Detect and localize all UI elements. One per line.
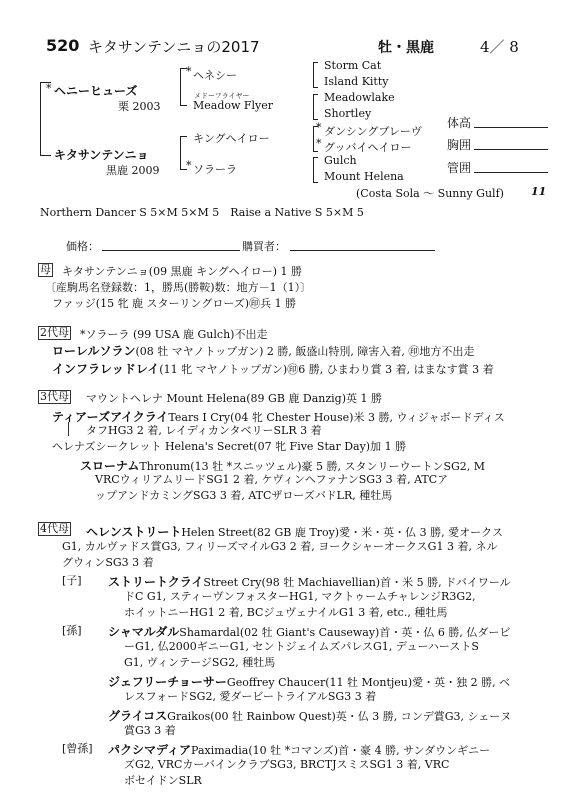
ggrand-line-3: ボセイドンSLR: [124, 774, 202, 787]
buyer-label: 購買者：: [242, 240, 286, 253]
dam-sire-name: キングヘイロー: [193, 132, 270, 145]
horse-title: キタサンテンニョの2017: [88, 38, 260, 56]
gen4-line-1-name: ヘレンストリート: [86, 525, 182, 539]
dam-line-2: 〔産駒馬名登録数：1，勝馬(勝鞍)数：地方－1（1）〕: [45, 281, 312, 294]
gen3-line-3: タフHG3 2 着, レイディカンタベリーSLR 3 着: [86, 424, 322, 437]
chest-label: 胸囲: [447, 138, 472, 152]
sire-dam-ruby: メドーフライヤー: [194, 92, 250, 100]
grand2-rest: Geoffrey Chaucer(11 牡 Montjeu)愛・英・独 2 勝, ベ: [226, 676, 511, 689]
chest-field[interactable]: [474, 149, 548, 150]
child-line-3: ホイットニーHG1 2 着, BCジュヴェナイルG1 3 着, etc., 種牡馬: [124, 606, 448, 619]
sire-dam-name: Meadow Flyer: [193, 99, 274, 112]
lot-number: 520: [46, 36, 80, 55]
ddam-note: (Costa Sola ～ Sunny Gulf): [356, 187, 504, 200]
sire-sire-mark: *: [186, 65, 192, 78]
inbreeding: Northern Dancer S 5×M 5×M 5 Raise a Native S 5×M 5: [40, 206, 364, 219]
gen3-line-2-name: ティアーズアイクライ: [52, 410, 169, 424]
sdam-dam: Shortley: [324, 107, 372, 120]
cannon-label: 管囲: [447, 161, 472, 175]
grand1-name: シャマルダル: [108, 625, 180, 639]
gen2-line-2-name: ローレルソラン: [52, 344, 136, 358]
grand2-line-2: レスフォードSG2, 愛ダービートライアルSG3 3 着: [124, 690, 377, 703]
height-field[interactable]: [474, 127, 548, 128]
gen2-line-1: *ソラーラ (99 USA 鹿 Gulch)不出走: [80, 328, 268, 341]
buyer-field[interactable]: [290, 250, 435, 251]
grand1-line-2: ーG1, 仏2000ギニーG1, セントジェイムズパレスG1, デューハーストS: [124, 640, 479, 653]
height-label: 体高: [447, 116, 472, 130]
gen3-line-4: ヘレナズシークレット Helena's Secret(07 牝 Five Star Day)加 1 勝: [52, 440, 407, 453]
gen3-line-2-rest: Tears I Cry(04 牝 Chester House)米 3 勝, ウィジャボードディス: [168, 411, 505, 424]
gen4-tag: 4代母: [40, 522, 69, 535]
grand3-line-2: 賞G3 3 着: [124, 724, 176, 737]
family-number: 11: [531, 185, 547, 198]
dam-dam-mark: *: [186, 159, 192, 172]
ssire-dam: Island Kitty: [324, 75, 389, 88]
gen3-line-6: VRCウィリアムリードSG1 2 着, ケヴィンヘファナンSG3 3 着, ATCア: [95, 473, 449, 486]
gen3-line-7: ップアンドカミングSG3 3 着, ATCザローズバドLR, 種牡馬: [95, 489, 393, 502]
gen3-line-divider: [68, 422, 69, 436]
dam-line-3: ファッジ(15 牝 鹿 スターリングローズ)㊞兵 1 勝: [52, 297, 297, 310]
ddam-dam: Mount Helena: [324, 170, 404, 183]
ggrand-line-2: ズG2, VRCカーバインクラブSG3, BRCTJスミスSG1 3 着, VRC: [124, 758, 450, 771]
sex-color: 牡・黒鹿: [378, 40, 434, 56]
dam-dam-name: ソラーラ: [193, 163, 237, 176]
page-number: 4／ 8: [480, 38, 519, 56]
grand-tag: [孫]: [62, 624, 82, 637]
sire-name: ヘニーヒューズ: [54, 84, 138, 98]
child-rest: Street Cry(98 牡 Machiavellian)首・米 5 勝, ドバイワール: [203, 576, 511, 589]
ssire-sire: Storm Cat: [324, 59, 382, 72]
gen2-line-2-rest: (08 牡 マヤノトップガン) 2 勝, 飯盛山特別, 障害入着, ㊞地方不出走: [135, 345, 475, 358]
ggrand-name: パクシマディア: [108, 743, 192, 757]
dam-line-1: キタサンテンニョ(09 黒鹿 キングヘイロー) 1 勝: [62, 265, 303, 278]
dsire-dam: グッバイヘイロー: [324, 141, 412, 154]
child-tag: [子]: [62, 574, 82, 587]
gen2-line-3-name: インフラレッドレイ: [52, 362, 160, 376]
dam-name: キタサンテンニョ: [54, 148, 149, 162]
gen4-line-2: G1, カルヴァドス賞G3, フィリーズマイルG3 2 着, ヨークシャーオークスG1 3 着, ネル: [62, 540, 498, 553]
sdam-sire: Meadowlake: [324, 91, 395, 104]
gen3-line-5-name: スローナム: [80, 459, 140, 473]
gen3-line-5-rest: Thronum(13 牡 *スニッツェル)豪 5 勝, スタンリーウートンSG2, M: [139, 460, 486, 473]
child-name: ストリートクライ: [108, 575, 204, 589]
ddam-sire: Gulch: [324, 154, 357, 167]
cannon-field[interactable]: [474, 172, 548, 173]
gen2-line-3-rest: (11 牝 マヤノトップガン)㊞6 勝, ひまわり賞 3 着, はまなす賞 3 着: [159, 363, 494, 376]
dam-color-year: 黒鹿 2009: [106, 164, 160, 177]
grand3-rest: Graikos(00 牡 Rainbow Quest)英・仏 3 勝, コンデ賞G3, シェーヌ: [167, 710, 512, 723]
dam-tag: 母: [40, 263, 51, 276]
price-field[interactable]: [102, 250, 240, 251]
gen4-line-1-rest: Helen Street(82 GB 鹿 Troy)愛・米・英・仏 3 勝, 愛オークス: [181, 526, 503, 539]
price-label: 価格：: [66, 240, 99, 253]
sire-sire-name: ヘネシー: [193, 69, 237, 82]
gen2-tag: 2代母: [40, 326, 69, 339]
gen3-line-1: マウントヘレナ Mount Helena(89 GB 鹿 Danzig)英 1 勝: [86, 392, 382, 405]
pedigree-bracket-3b: [313, 94, 318, 120]
ggrand-rest: Paximadia(10 牡 *コマンズ)首・豪 4 勝, サンダウンギニー: [191, 744, 491, 757]
ggrand-tag: [曾孫]: [62, 742, 93, 755]
dsire-sire: ダンシングブレーヴ: [324, 125, 422, 138]
pedigree-bracket-3d: [313, 157, 318, 183]
grand1-line-3: G1, ヴィンテージSG2, 種牡馬: [124, 656, 276, 669]
child-line-2: ドC G1, スティーヴンフォスターHG1, マクトゥームチャレンジR3G2,: [124, 590, 476, 603]
sire-mark: *: [46, 82, 52, 95]
grand2-name: ジェフリーチョーサー: [108, 675, 227, 689]
grand1-rest: Shamardal(02 牡 Giant's Causeway)首・英・仏 6 勝, 仏ダービ: [179, 626, 511, 639]
gen3-tag: 3代母: [40, 390, 69, 403]
gen4-line-3: グウィンSG3 3 着: [62, 556, 154, 569]
sire-color-year: 栗 2003: [118, 100, 161, 113]
pedigree-bracket-3a: [313, 62, 318, 88]
grand3-name: グライコス: [108, 709, 168, 723]
